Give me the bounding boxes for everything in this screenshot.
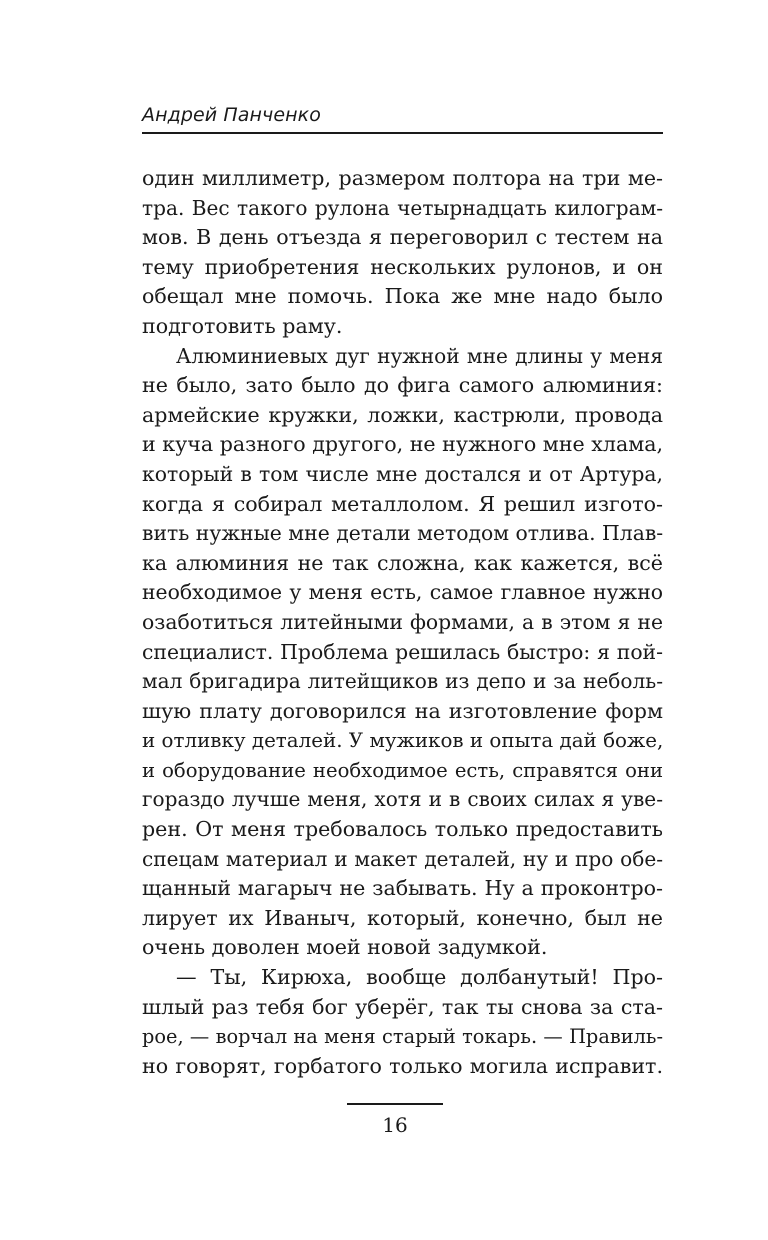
text-line: когда я собирал металлолом. Я решил изгото- bbox=[142, 491, 663, 516]
text-line: и куча разного другого, не нужного мне хлама, bbox=[142, 432, 664, 457]
page-number: 16 bbox=[382, 1113, 408, 1137]
text-line: шлый раз тебя бог уберёг, так ты снова за ста- bbox=[142, 994, 663, 1019]
header-rule bbox=[142, 132, 663, 134]
text-line: не было, зато было до фига самого алюминия: bbox=[142, 373, 663, 398]
text-line: мов. В день отъезда я переговорил с тестем на bbox=[142, 225, 663, 250]
text-line: который в том числе мне достался и от Артура, bbox=[142, 461, 663, 486]
text-line: один миллиметр, размером полтора на три ме- bbox=[142, 166, 663, 190]
text-line: тра. Вес такого рулона четырнадцать килограм- bbox=[142, 195, 663, 220]
text-line: рое, — ворчал на меня старый токарь. — Правиль- bbox=[142, 1025, 663, 1049]
text-line: шую плату договорился на изготовление форм bbox=[142, 698, 663, 723]
text-line: Алюминиевых дуг нужной мне длины у меня bbox=[176, 343, 663, 368]
text-line: гораздо лучше меня, хотя и в своих силах я уве- bbox=[142, 787, 663, 812]
text-line: армейские кружки, ложки, кастрюли, провода bbox=[142, 402, 663, 427]
text-line: ка алюминия не так сложна, как кажется, всё bbox=[142, 550, 663, 575]
text-line: и отливку деталей. У мужиков и опыта дай боже, bbox=[142, 729, 664, 753]
text-line: рен. От меня требовалось только предоставить bbox=[142, 817, 663, 842]
text-line: специалист. Проблема решилась быстро: я пой- bbox=[142, 639, 663, 664]
text-line: вить нужные мне детали методом отлива. Плав- bbox=[142, 521, 664, 546]
text-line: мал бригадира литейщиков из депо и за неболь- bbox=[142, 669, 663, 694]
body-text bbox=[142, 164, 663, 1081]
text-line: обещал мне помочь. Пока же мне надо было bbox=[142, 284, 663, 309]
text-line: и оборудование необходимое есть, справятся они bbox=[142, 758, 663, 782]
text-line: лирует их Иваныч, который, конечно, был не bbox=[142, 905, 663, 930]
text-line: но говорят, горбатого только могила исправит. bbox=[142, 1053, 663, 1078]
text-line: спецам материал и макет деталей, ну и про обе- bbox=[142, 846, 663, 871]
running-head-author: Андрей Панченко bbox=[142, 104, 321, 126]
text-line: подготовить раму. bbox=[142, 313, 343, 338]
text-line: щанный магарыч не забывать. Ну а проконтро- bbox=[142, 876, 663, 901]
footer-rule bbox=[347, 1103, 443, 1105]
text-line: — Ты, Кирюха, вообще долбанутый! Про- bbox=[176, 965, 663, 990]
text-line: очень доволен моей новой задумкой. bbox=[142, 935, 548, 960]
text-line: озаботиться литейными формами, а в этом я не bbox=[142, 609, 663, 634]
text-line: необходимое у меня есть, самое главное нужно bbox=[142, 580, 663, 605]
text-line: тему приобретения нескольких рулонов, и он bbox=[142, 254, 663, 279]
